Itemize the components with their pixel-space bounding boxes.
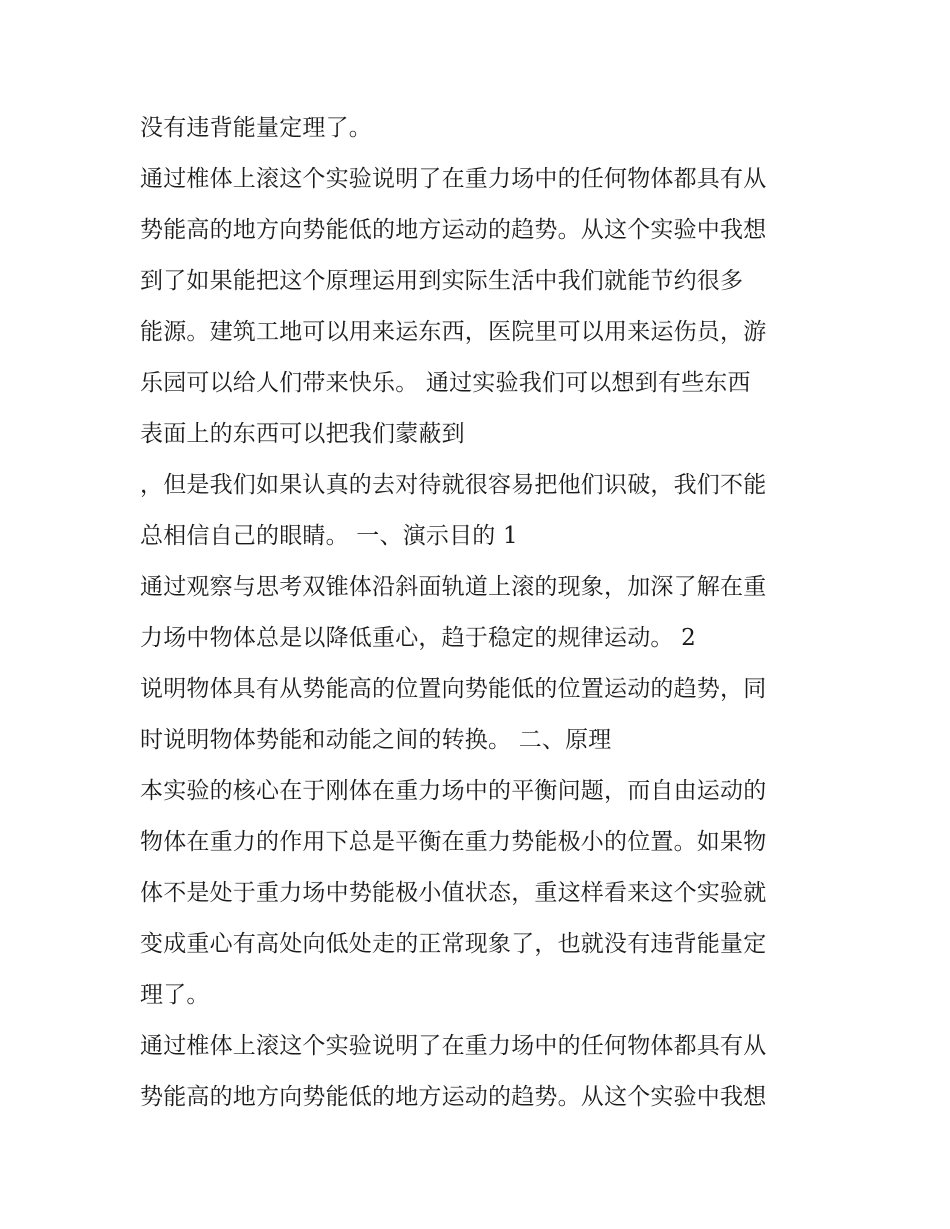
text-line: 势能高的地方向势能低的地方运动的趋势。从这个实验中我想 bbox=[140, 217, 767, 243]
text-line: 表面上的东西可以把我们蒙蔽到 bbox=[140, 421, 465, 447]
text-line: 通过椎体上滚这个实验说明了在重力场中的任何物体都具有从 bbox=[140, 166, 767, 192]
text-line: 说明物体具有从势能高的位置向势能低的位置运动的趋势，同 bbox=[140, 676, 767, 702]
text-line: 时说明物体势能和动能之间的转换。 二、原理 bbox=[140, 727, 612, 753]
text-line: 变成重心有高处向低处走的正常现象了，也就没有违背能量定 bbox=[140, 931, 767, 957]
text-line: 乐园可以给人们带来快乐。 通过实验我们可以想到有些东西 bbox=[140, 370, 751, 396]
text-line: 没有违背能量定理了。 bbox=[140, 115, 372, 141]
text-line: 通过椎体上滚这个实验说明了在重力场中的任何物体都具有从 bbox=[140, 1033, 767, 1059]
text-line: 总相信自己的眼睛。 一、演示目的 1 bbox=[140, 523, 518, 549]
text-line: 势能高的地方向势能低的地方运动的趋势。从这个实验中我想 bbox=[140, 1084, 767, 1110]
text-line: 通过观察与思考双锥体沿斜面轨道上滚的现象，加深了解在重 bbox=[140, 574, 767, 600]
text-line: 到了如果能把这个原理运用到实际生活中我们就能节约很多 bbox=[140, 268, 744, 294]
text-line: 本实验的核心在于刚体在重力场中的平衡问题，而自由运动的 bbox=[140, 778, 767, 804]
text-line: 理了。 bbox=[140, 982, 210, 1008]
text-line: 力场中物体总是以降低重心，趋于稳定的规律运动。 2 bbox=[140, 625, 696, 651]
text-line: ，但是我们如果认真的去对待就很容易把他们识破，我们不能 bbox=[140, 472, 767, 498]
text-line: 体不是处于重力场中势能极小值状态，重这样看来这个实验就 bbox=[140, 880, 767, 906]
document-body bbox=[140, 103, 830, 1123]
text-line: 能源。建筑工地可以用来运东西，医院里可以用来运伤员，游 bbox=[140, 319, 767, 345]
text-line: 物体在重力的作用下总是平衡在重力势能极小的位置。如果物 bbox=[140, 829, 767, 855]
